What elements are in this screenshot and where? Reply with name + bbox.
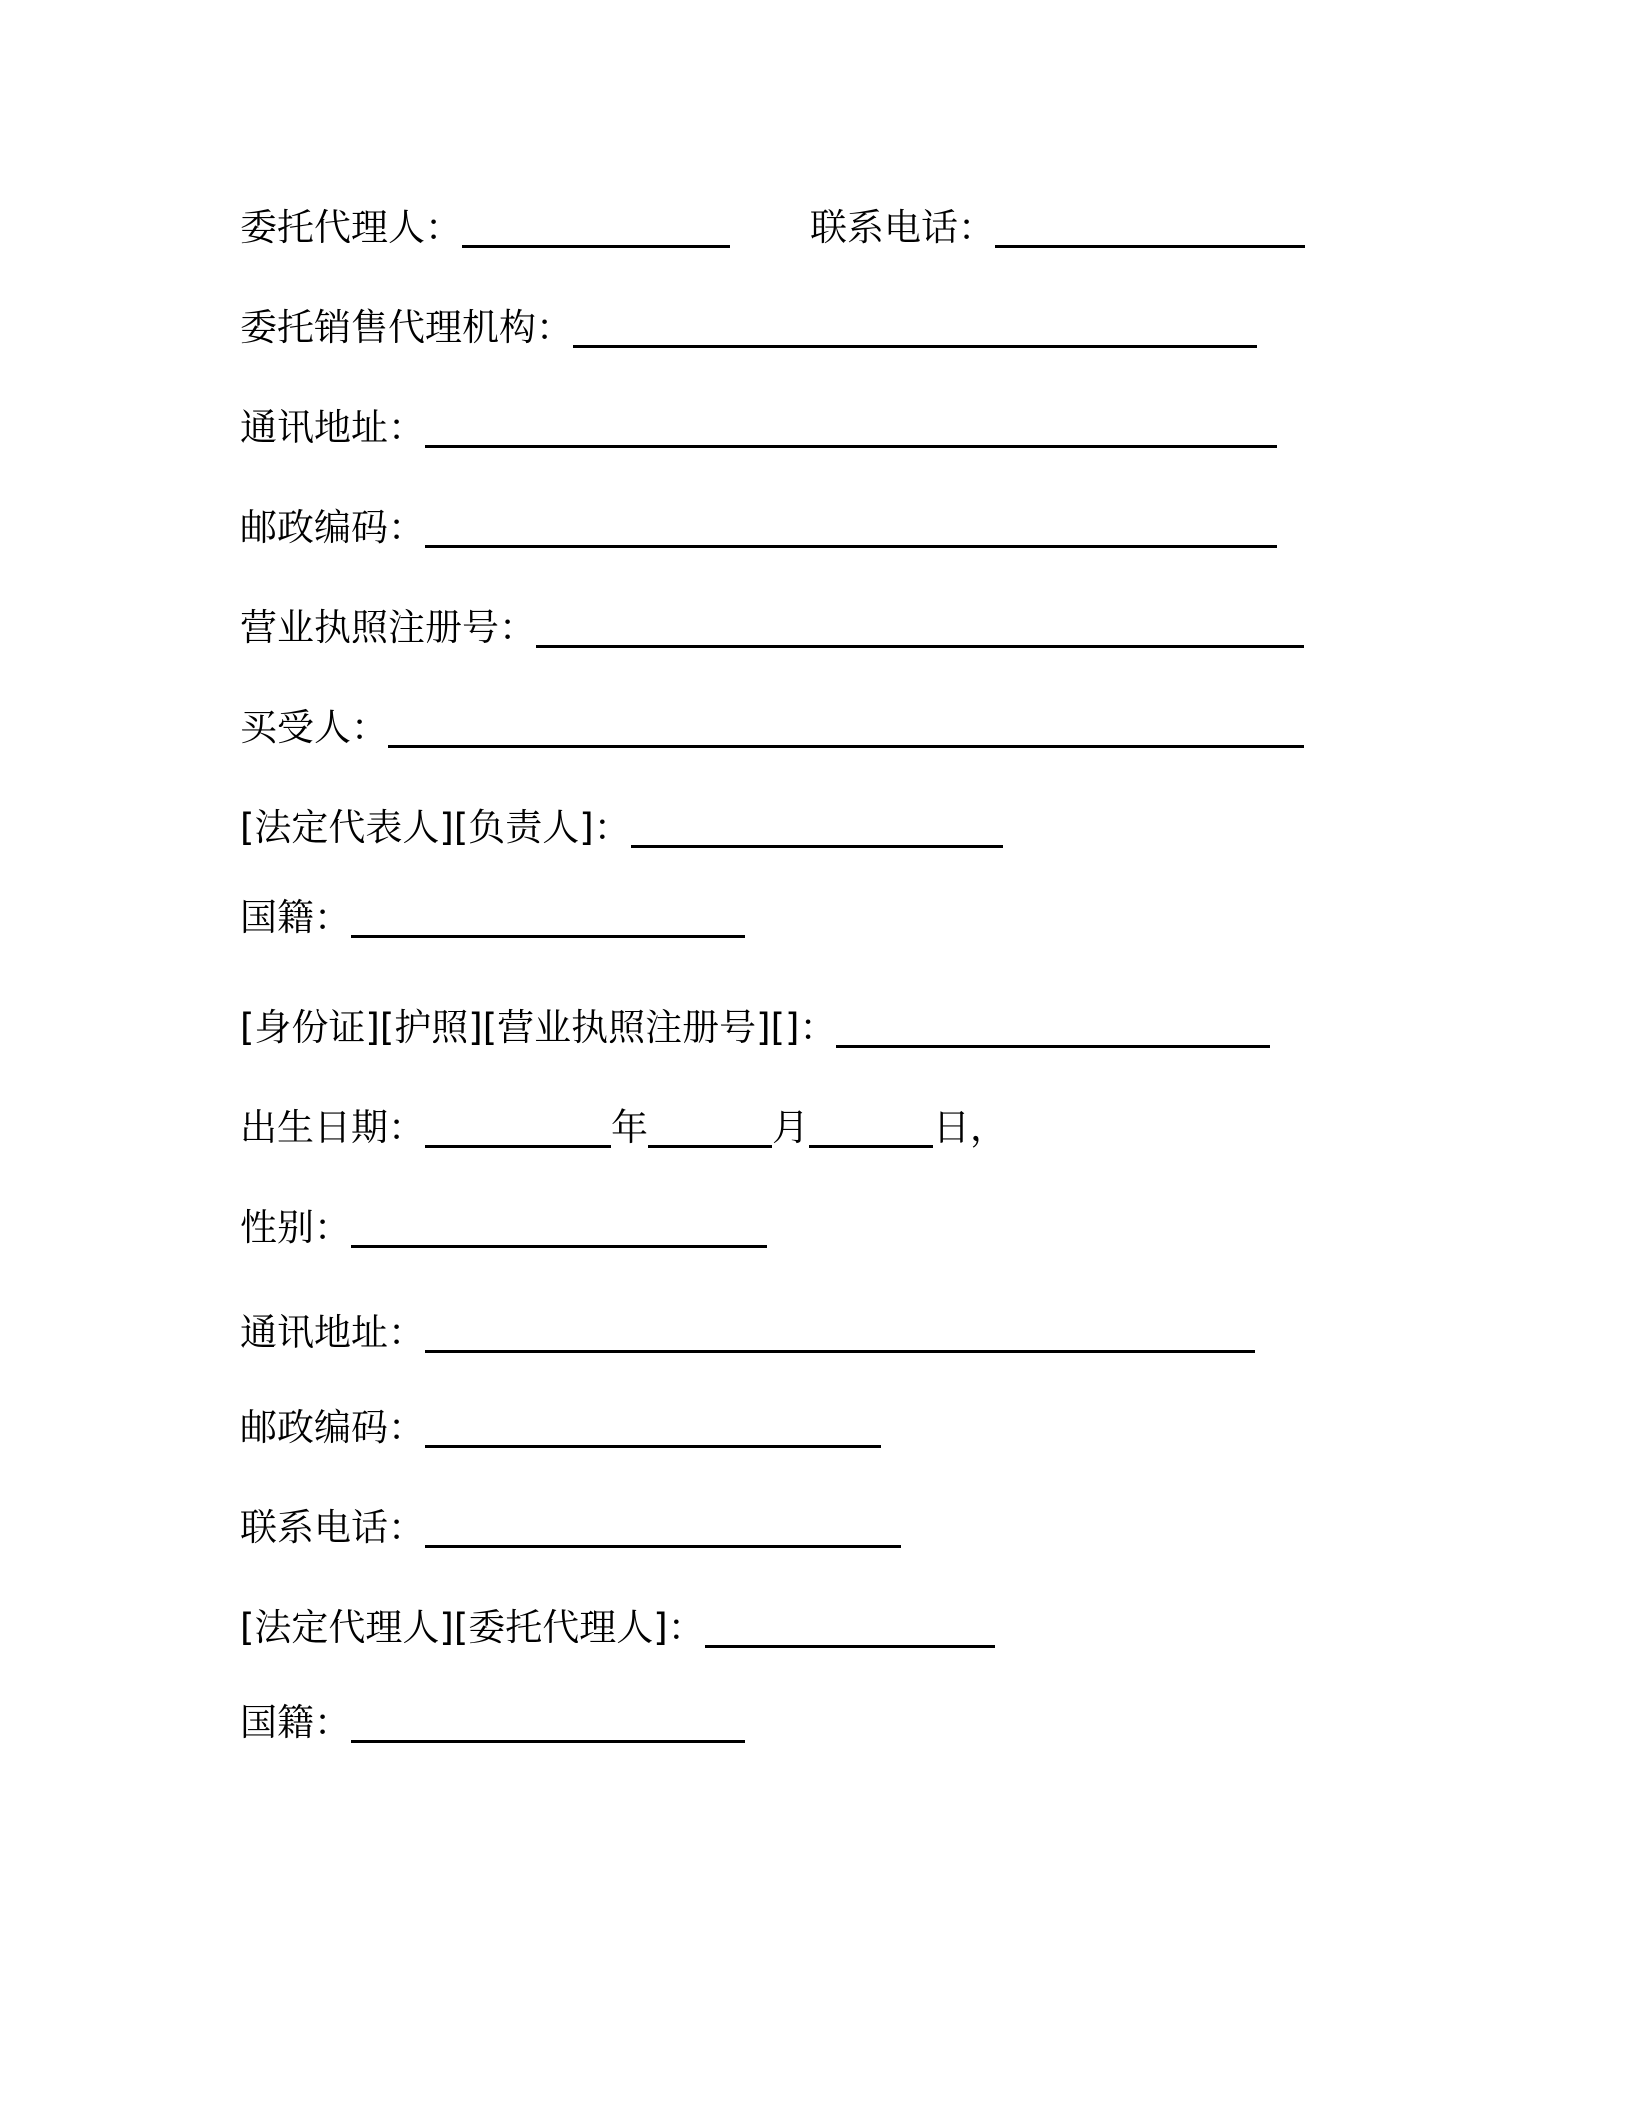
postcode-2-row	[240, 1390, 881, 1450]
address-2-row	[240, 1295, 1255, 1355]
gender-blank[interactable]	[351, 1205, 767, 1248]
nationality-2-blank[interactable]	[351, 1700, 745, 1743]
birth-day-blank[interactable]	[809, 1105, 933, 1148]
nationality-2-row	[240, 1685, 745, 1745]
legal-rep-label: [法定代表人][负责人]：	[240, 806, 631, 849]
phone-2-row	[240, 1490, 901, 1550]
postcode-row	[240, 490, 1277, 550]
postcode-2-label: 邮政编码：	[240, 1406, 425, 1449]
legal-agent-row	[240, 1590, 995, 1650]
license-row	[240, 590, 1304, 650]
address-label: 通讯地址：	[240, 406, 425, 449]
birth-date-label: 出生日期：	[240, 1106, 425, 1149]
phone-2-blank[interactable]	[425, 1505, 901, 1548]
agent-row	[240, 190, 1305, 250]
phone-2-label: 联系电话：	[240, 1506, 425, 1549]
nationality-label: 国籍：	[240, 896, 351, 939]
license-blank[interactable]	[536, 605, 1304, 648]
sales-agency-label: 委托销售代理机构：	[240, 306, 573, 349]
birth-date-row	[240, 1090, 1007, 1150]
nationality-2-label: 国籍：	[240, 1701, 351, 1744]
birth-year-blank[interactable]	[425, 1105, 611, 1148]
gender-row	[240, 1190, 767, 1250]
address-blank[interactable]	[425, 405, 1277, 448]
month-text: 月	[772, 1106, 809, 1149]
legal-agent-label: [法定代理人][委托代理人]：	[240, 1606, 705, 1649]
postcode-2-blank[interactable]	[425, 1405, 881, 1448]
agent-phone-label: 联系电话：	[810, 206, 995, 249]
agent-label: 委托代理人：	[240, 206, 462, 249]
nationality-blank[interactable]	[351, 895, 745, 938]
gender-label: 性别：	[240, 1206, 351, 1249]
id-doc-blank[interactable]	[836, 1005, 1270, 1048]
year-text: 年	[611, 1106, 648, 1149]
postcode-label: 邮政编码：	[240, 506, 425, 549]
birth-month-blank[interactable]	[648, 1105, 772, 1148]
buyer-label: 买受人：	[240, 706, 388, 749]
sales-agency-row	[240, 290, 1257, 350]
id-doc-row	[240, 990, 1270, 1050]
address-2-blank[interactable]	[425, 1310, 1255, 1353]
buyer-row	[240, 690, 1304, 750]
sales-agency-blank[interactable]	[573, 305, 1257, 348]
address-2-label: 通讯地址：	[240, 1311, 425, 1354]
buyer-blank[interactable]	[388, 705, 1304, 748]
legal-rep-row	[240, 790, 1003, 850]
id-doc-label: [身份证][护照][营业执照注册号][]：	[240, 1006, 837, 1049]
legal-agent-blank[interactable]	[705, 1605, 995, 1648]
agent-blank[interactable]	[462, 205, 730, 248]
postcode-blank[interactable]	[425, 505, 1277, 548]
nationality-row	[240, 880, 745, 940]
day-text: 日，	[933, 1106, 1007, 1149]
address-row	[240, 390, 1277, 450]
legal-rep-blank[interactable]	[631, 805, 1003, 848]
agent-phone-blank[interactable]	[995, 205, 1305, 248]
license-label: 营业执照注册号：	[240, 606, 536, 649]
